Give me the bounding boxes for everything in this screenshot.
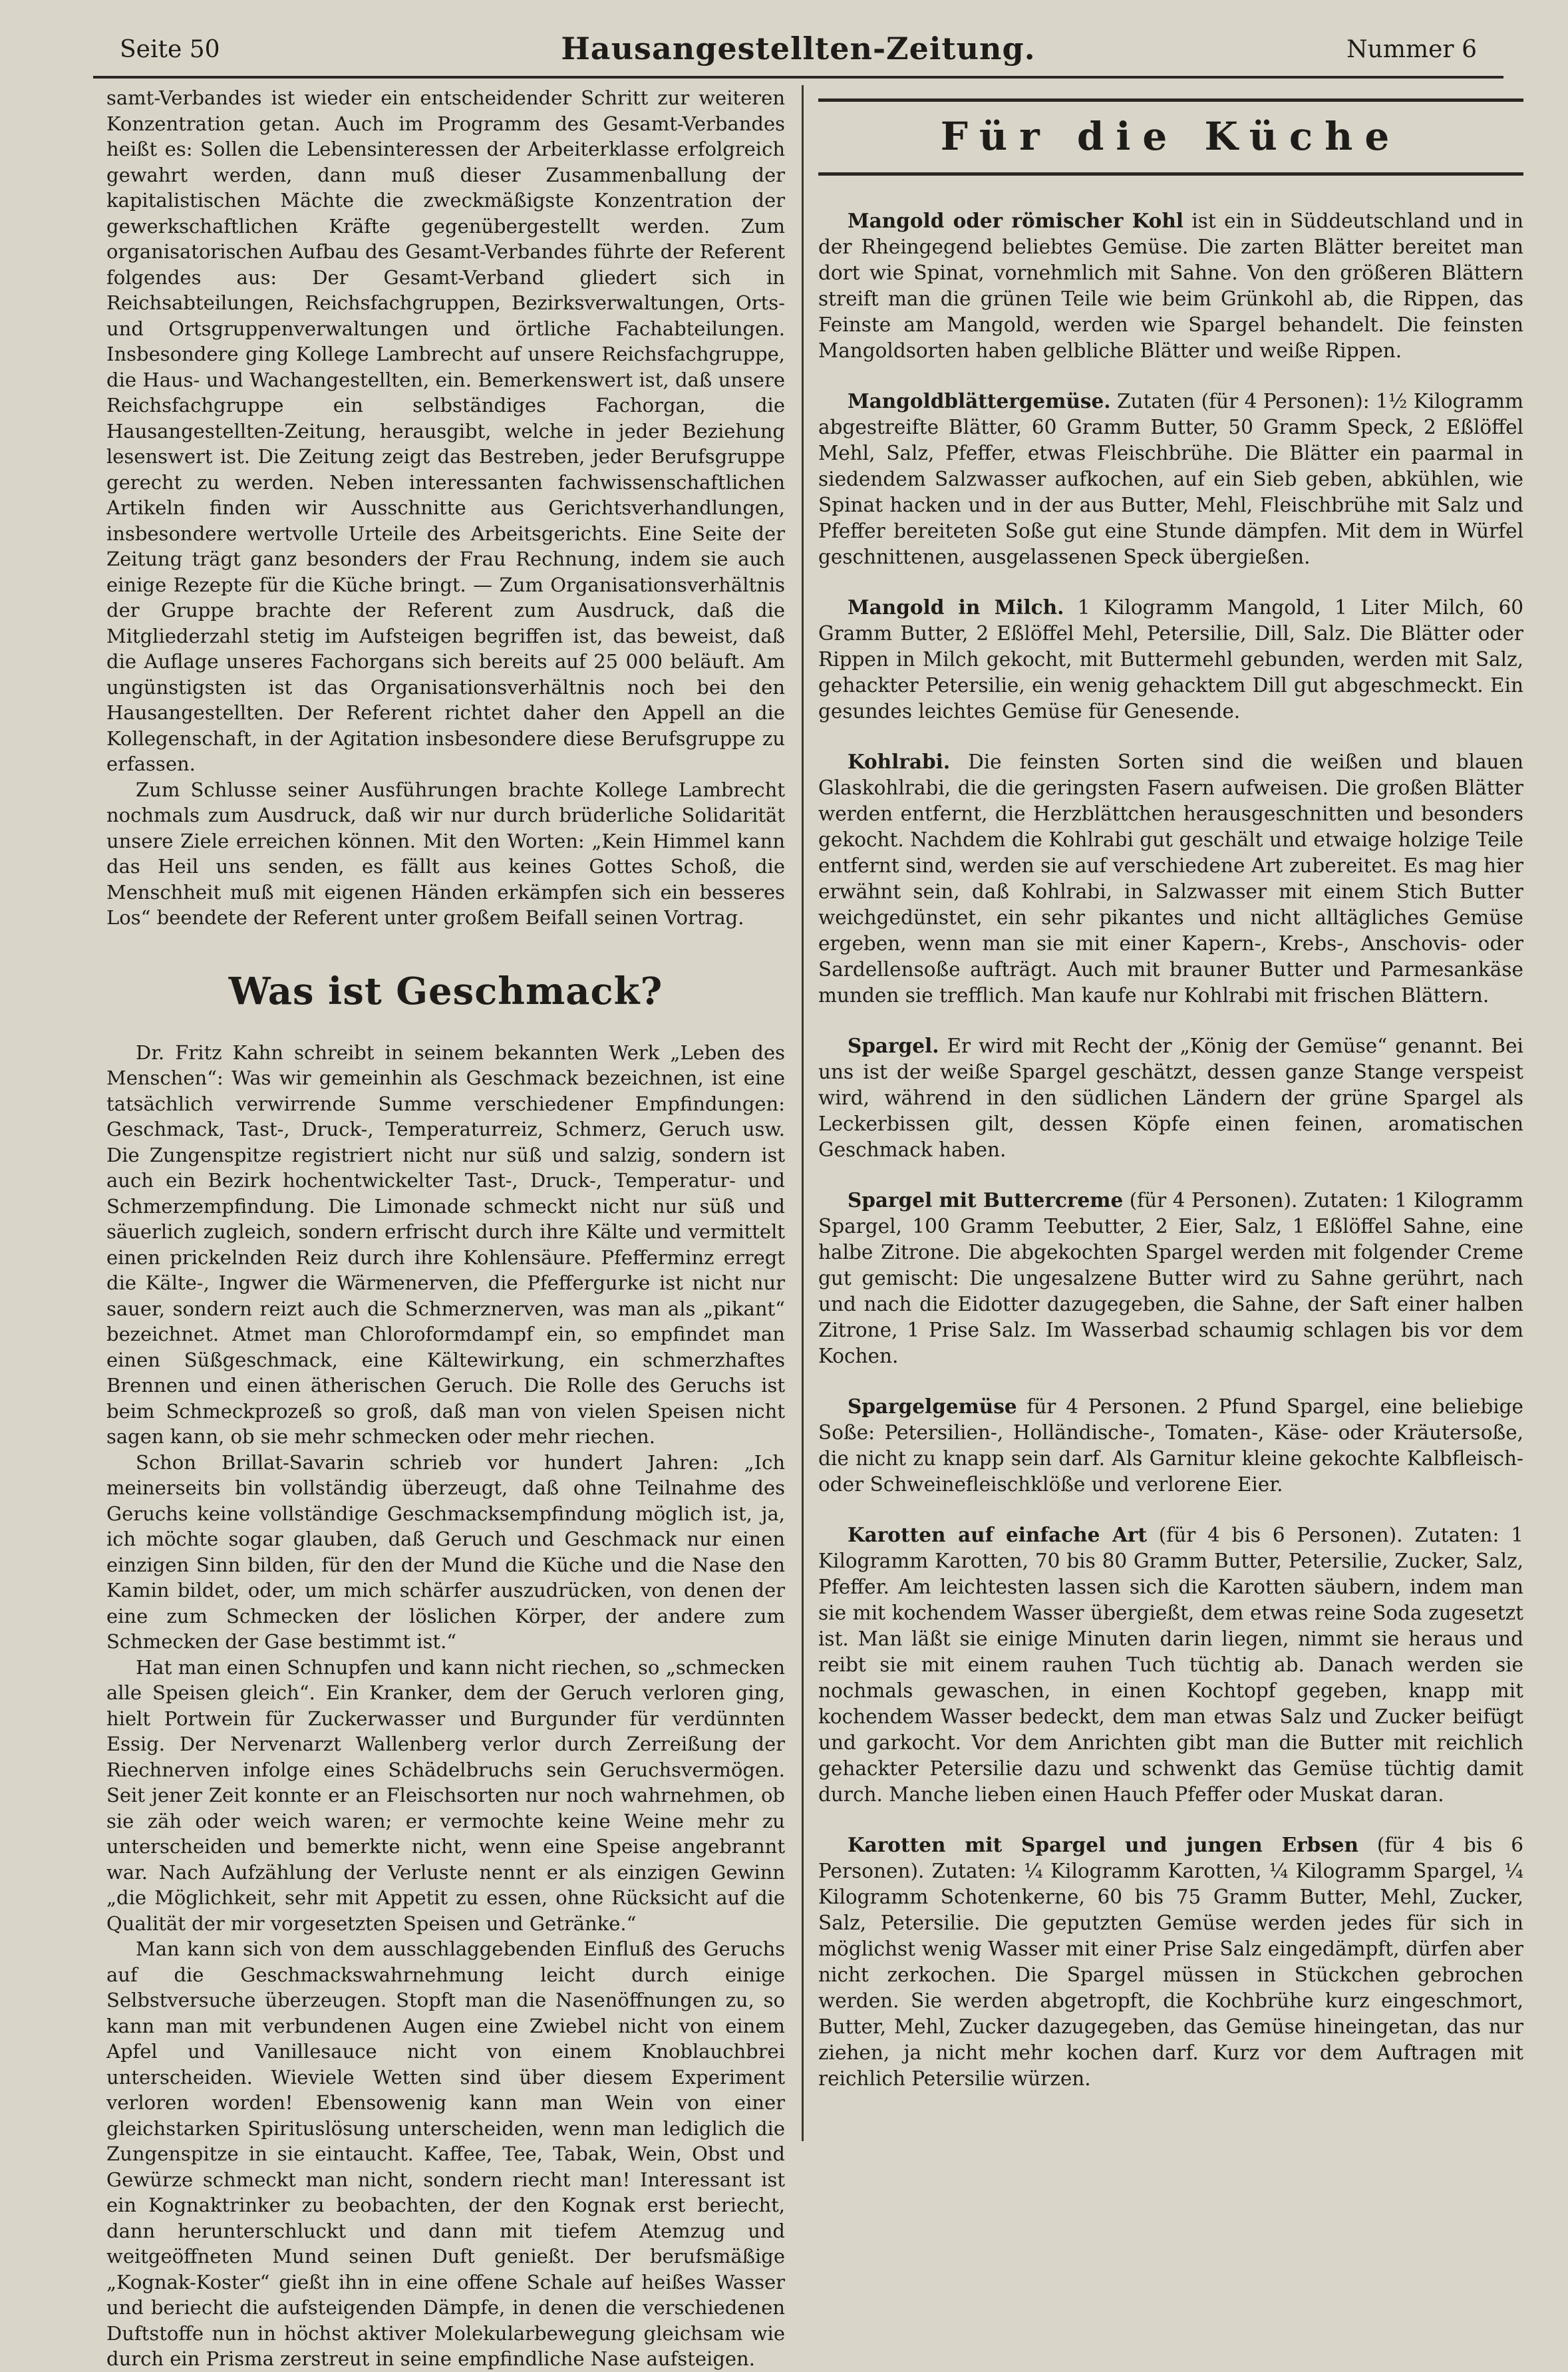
article-heading: Was ist Geschmack? — [228, 969, 663, 1013]
left-column — [106, 85, 785, 2372]
recipe-text: (für 4 bis 6 Personen). Zutaten: ¼ Kilogramm Karotten, ¼ Kilogramm Spargel, ¼ Kilogramm Schotenkerne, 60 bis 75 Gramm Butter, Mehl, Zucker, Salz, Petersilie. Die geputzten Gemüse werden jedes für sich in möglichst wenig Wasser mit einer Prise Salz eingedämpft, dürfen aber nicht zerkochen. Die Spargel müssen in Stückchen gebrochen werden. Sie werden abgetropft, die Kochbrühe kurz eingeschmort, Butter, Mehl, Zucker dazugegeben, das Gemüse hineingetan, das nur ziehen, ja nicht mehr kochen darf. Kurz vor dem Auftragen mit reichlich Petersilie würzen. — [818, 1834, 1523, 2090]
recipe-title: Spargelgemüse — [848, 1395, 1017, 1418]
recipe-title: Mangold oder römischer Kohl — [848, 209, 1183, 232]
recipe-title: Karotten auf einfache Art — [848, 1523, 1148, 1546]
recipe-paragraph — [818, 1393, 1523, 1498]
recipe-paragraph — [818, 388, 1523, 570]
recipe-paragraph — [818, 1187, 1523, 1369]
recipe-paragraph — [818, 1522, 1523, 1808]
article-paragraph: Dr. Fritz Kahn schreibt in seinem bekannten Werk „Leben des Menschen“: Was wir gemeinhin als Geschmack bezeichnen, ist eine tatsächlich verwirrende Summe verschiedener Empfindungen: Geschmack, Tast-, Druck-, Temperaturreiz, Schmerz, Geruch usw. Die Zungenspitze registriert nicht nur süß und salzig, sondern ist auch ein Bezirk hochentwickelter Tast-, Druck-, Temperatur- und Schmerzempfindung. Die Limonade schmeckt nicht nur süß und säuerlich zugleich, sondern erfrischt durch ihre Kälte und vermittelt einen prickelnden Reiz durch ihre Kohlensäure. Pfefferminz erregt die Kälte-, Ingwer die Wärmenerven, die Pfeffergurke ist nicht nur sauer, sondern reizt auch die Schmerznerven, was man als „pikant“ bezeichnet. Atmet man Chloroformdampf ein, so empfindet man einen Süßgeschmack, eine Kältewirkung, ein schmerzhaftes Brennen und einen ätherischen Geruch. Die Rolle des Geruchs ist beim Schmeckprozeß so groß, daß man von vielen Speisen nicht sagen kann, ob sie mehr schmecken oder mehr riechen. — [106, 1041, 785, 1448]
article-paragraph: Schon Brillat-Savarin schrieb vor hundert Jahren: „Ich meinerseits bin vollständig überzeugt, daß ohne Teilnahme des Geruchs keine vollständige Geschmacksempfindung möglich ist, ja, ich möchte sogar glauben, daß Geruch und Geschmack nur einen einzigen Sinn bilden, für den der Mund die Küche und die Nase den Kamin bildet, oder, um mich schärfer auszudrücken, von denen der eine zum Schmecken der löslichen Körper, der andere zum Schmecken der Gase bestimmt ist.“ — [106, 1450, 785, 1653]
recipe-text: Er wird mit Recht der „König der Gemüse“ genannt. Bei uns ist der weiße Spargel geschätzt, dessen ganze Stange verspeist wird, während in den südlichen Ländern der grüne Spargel als Leckerbissen gilt, dessen Köpfe einen feinen, aromatischen Geschmack haben. — [818, 1035, 1523, 1161]
article-paragraph: Man kann sich von dem ausschlaggebenden Einfluß des Geruchs auf die Geschmackswahrnehmung leicht durch einige Selbstversuche überzeugen. Stopft man die Nasenöffnungen zu, so kann man mit verbundenen Augen eine Zwiebel nicht von einem Apfel und Vanillesauce nicht von einem Knoblauchbrei unterscheiden. Wieviele Wetten sind über diesem Experiment verloren worden! Ebensowenig kann man Wein von einer gleichstarken Spirituslösung unterscheiden, wenn man lediglich die Zungenspitze in sie eintaucht. Kaffee, Tee, Tabak, Wein, Obst und Gewürze schmeckt man nicht, sondern riecht man! Interessant ist ein Kognaktrinker zu beobachten, der den Kognak erst beriecht, dann herunterschluckt und dann mit tiefem Atemzug und weitgeöffneten Mund seinen Duft genießt. Der berufsmäßige „Kognak-Koster“ gießt ihn in eine offene Schale auf heißes Wasser und beriecht die aufsteigenden Dämpfe, in denen die verschiedenen Duftstoffe nun in höchst aktiver Molekularbewegung gleichsam wie durch ein Prisma zerstreut in seine empfindliche Nase aufsteigen. — [106, 1938, 785, 2370]
column-divider — [802, 85, 804, 2141]
recipe-title: Kohlrabi. — [848, 750, 951, 773]
recipe-text: (für 4 bis 6 Personen). Zutaten: 1 Kilogramm Karotten, 70 bis 80 Gramm Butter, Petersilie, Zucker, Salz, Pfeffer. Am leichtesten lassen sich die Karotten säubern, indem man sie mit kochendem Wasser übergießt, dem etwas reine Soda zugesetzt ist. Man läßt sie einige Minuten darin liegen, nimmt sie heraus und reibt sie mit einem rauhen Tuch tüchtig ab. Danach werden sie nochmals gewaschen, in einen Kochtopf gegeben, knapp mit kochendem Wasser bedeckt, dem man etwas Salz und Zucker beifügt und garkocht. Vor dem Anrichten gibt man die Butter mit reichlich gehackter Petersilie dazu und schwenkt das Gemüse tüchtig damit durch. Manche lieben einen Hauch Pfeffer oder Muskat daran. — [818, 1524, 1523, 1806]
recipe-title: Spargel mit Buttercreme — [848, 1188, 1124, 1212]
article-paragraph: samt-Verbandes ist wieder ein entscheidender Schritt zur weiteren Konzentration getan. Auch im Programm des Gesamt-Verbandes heißt es: Sollen die Lebensinteressen der Arbeiterklasse erfolgreich gewahrt werden, dann muß dieser Zusammenballung der kapitalistischen Mächte die zweckmäßigste Konzentration der gewerkschaftlichen Kräfte gegenübergestellt werden. Zum organisatorischen Aufbau des Gesamt-Verbandes führte der Referent folgendes aus: Der Gesamt-Verband gliedert sich in Reichsabteilungen, Reichsfachgruppen, Bezirksverwaltungen, Orts- und Ortsgruppenverwaltungen und örtliche Fachabteilungen. Insbesondere ging Kollege Lambrecht auf unsere Reichsfachgruppe, die Haus- und Wachangestellten, ein. Bemerkenswert ist, daß unsere Reichsfachgruppe ein selbständiges Fachorgan, die Hausangestellten-Zeitung, herausgibt, welche in jeder Beziehung lesenswert ist. Die Zeitung zeigt das Bestreben, jeder Berufsgruppe gerecht zu werden. Neben interessanten fachwissenschaftlichen Artikeln finden wir Ausschnitte aus Gerichtsverhandlungen, insbesondere wertvolle Urteile des Arbeitsgerichts. Eine Seite der Zeitung trägt ganz besonders der Frau Rechnung, indem sie auch einige Rezepte für die Küche bringt. — Zum Organisationsverhältnis der Gruppe brachte der Referent zum Ausdruck, daß die Mitgliederzahl stetig im Aufsteigen begriffen ist, das beweist, daß die Auflage unseres Fachorgans sich bereits auf 25 000 beläuft. Am ungünstigsten ist das Organisationsverhältnis noch bei den Hausangestellten. Der Referent richtet daher den Appell an die Kollegenschaft, in der Agitation insbesondere diese Berufsgruppe zu erfassen. — [106, 86, 785, 775]
page-header — [93, 29, 1503, 79]
recipe-title: Karotten mit Spargel und jungen Erbsen — [848, 1833, 1358, 1856]
recipe-text: ist ein in Süddeutschland und in der Rheingegend beliebtes Gemüse. Die zarten Blätter bereitet man dort wie Spinat, vornehmlich mit Sahne. Von den größeren Blättern streift man die grünen Teile wie beim Grünkohl ab, die Rippen, das Feinste am Mangold, werden wie Spargel behandelt. Die feinsten Mangoldsorten haben gelbliche Blätter und weiße Rippen. — [818, 210, 1523, 362]
issue-number: Nummer 6 — [1346, 36, 1477, 63]
recipe-paragraph — [818, 1033, 1523, 1163]
recipe-title: Spargel. — [848, 1034, 939, 1057]
recipe-text: (für 4 Personen). Zutaten: 1 Kilogramm Spargel, 100 Gramm Teebutter, 2 Eier, Salz, 1 Eßlöffel Sahne, eine halbe Zitrone. Die abgekochten Spargel werden mit folgender Creme gut gemischt: Die ungesalzene Butter wird zu Sahne gerührt, nach und nach die Eidotter dazugegeben, die Sahne, der Saft einer halben Zitrone, 1 Prise Salz. Im Wasserbad schaumig schlagen bis vor dem Kochen. — [818, 1189, 1523, 1367]
recipe-paragraph — [818, 208, 1523, 364]
recipe-title: Mangoldblättergemüse. — [848, 389, 1111, 413]
recipe-text: für 4 Personen. 2 Pfund Spargel, eine beliebige Soße: Petersilien-, Holländische-, Tomaten-, Käse- oder Kräutersoße, die nicht zu knapp sein darf. Als Garnitur kleine gekochte Kalbfleisch- oder Schweinefleischklöße und verlorene Eier. — [818, 1395, 1523, 1496]
recipe-paragraph — [818, 749, 1523, 1009]
right-column — [818, 85, 1523, 2116]
recipe-text: Die feinsten Sorten sind die weißen und blauen Glaskohlrabi, die die geringsten Fasern aufweisen. Die großen Blätter werden entfernt, die Herzblättchen herausgeschnitten und besonders gekocht. Nachdem die Kohlrabi gut geschält und etwaige holzige Teile entfernt sind, werden sie auf verschiedene Art zubereitet. Es mag hier erwähnt sein, daß Kohlrabi, in Salzwasser mit einem Stich Butter weichgedünstet, ein sehr pikantes und nicht alltägliches Gemüse ergeben, wenn man sie mit einer Kapern-, Krebs-, Anschovis- oder Sardellensoße aufträgt. Auch mit brauner Butter und Parmesankäse munden sie trefflich. Man kaufe nur Kohlrabi mit frischen Blättern. — [818, 751, 1523, 1007]
recipe-text: Zutaten (für 4 Personen): 1½ Kilogramm abgestreifte Blätter, 60 Gramm Butter, 50 Gramm Speck, 2 Eßlöffel Mehl, Salz, Pfeffer, etwas Fleischbrühe. Die Blätter ein paarmal in siedendem Salzwasser aufkochen, auf ein Sieb geben, abkühlen, wie Spinat hacken und in der aus Butter, Mehl, Fleischbrühe mit Salz und Pfeffer bereiteten Soße gut eine Stunde dämpfen. Mit dem in Würfel geschnittenen, ausgelassenen Speck übergießen. — [818, 390, 1523, 568]
article-paragraph: Zum Schlusse seiner Ausführungen brachte Kollege Lambrecht nochmals zum Ausdruck, daß wir nur durch brüderliche Solidarität unsere Ziele erreichen können. Mit den Worten: „Kein Himmel kann das Heil uns senden, es fällt aus keines Gottes Schoß, die Menschheit muß mit eigenen Händen erkämpfen sich ein besseres Los“ beendete der Referent unter großem Beifall seinen Vortrag. — [106, 778, 785, 929]
recipe-paragraph — [818, 594, 1523, 725]
page-number: Seite 50 — [120, 36, 220, 63]
recipe-title: Mangold in Milch. — [848, 595, 1064, 619]
article-paragraph: Hat man einen Schnupfen und kann nicht riechen, so „schmecken alle Speisen gleich“. Ein Kranker, dem der Geruch verloren ging, hielt Portwein für Zuckerwasser und Burgunder für verdünnten Essig. Der Nervenarzt Wallenberg verlor durch Zerreißung der Riechnerven infolge eines Schädelbruchs sein Geruchsvermögen. Seit jener Zeit konnte er an Fleischsorten nur noch wahrnehmen, ob sie zäh oder weich waren; er vermochte keine Weine mehr zu unterscheiden und bemerkte nicht, wenn eine Speise angebrannt war. Nach Aufzählung der Verluste nennt er als einzigen Gewinn „die Möglichkeit, sehr mit Appetit zu essen, ohne Rücksicht auf die Qualität der mir vorgesetzten Speisen und Getränke.“ — [106, 1655, 785, 1935]
newspaper-title: Hausangestellten-Zeitung. — [561, 31, 1036, 67]
section-heading: Für die Küche — [818, 98, 1523, 176]
recipe-text: 1 Kilogramm Mangold, 1 Liter Milch, 60 Gramm Butter, 2 Eßlöffel Mehl, Petersilie, Dill, Salz. Die Blätter oder Rippen in Milch gekocht, mit Buttermehl gebunden, werden mit Salz, gehackter Petersilie, ein wenig gehacktem Dill gut abgeschmeckt. Ein gesundes leichtes Gemüse für Genesende. — [818, 596, 1524, 723]
recipe-paragraph — [818, 1832, 1523, 2092]
